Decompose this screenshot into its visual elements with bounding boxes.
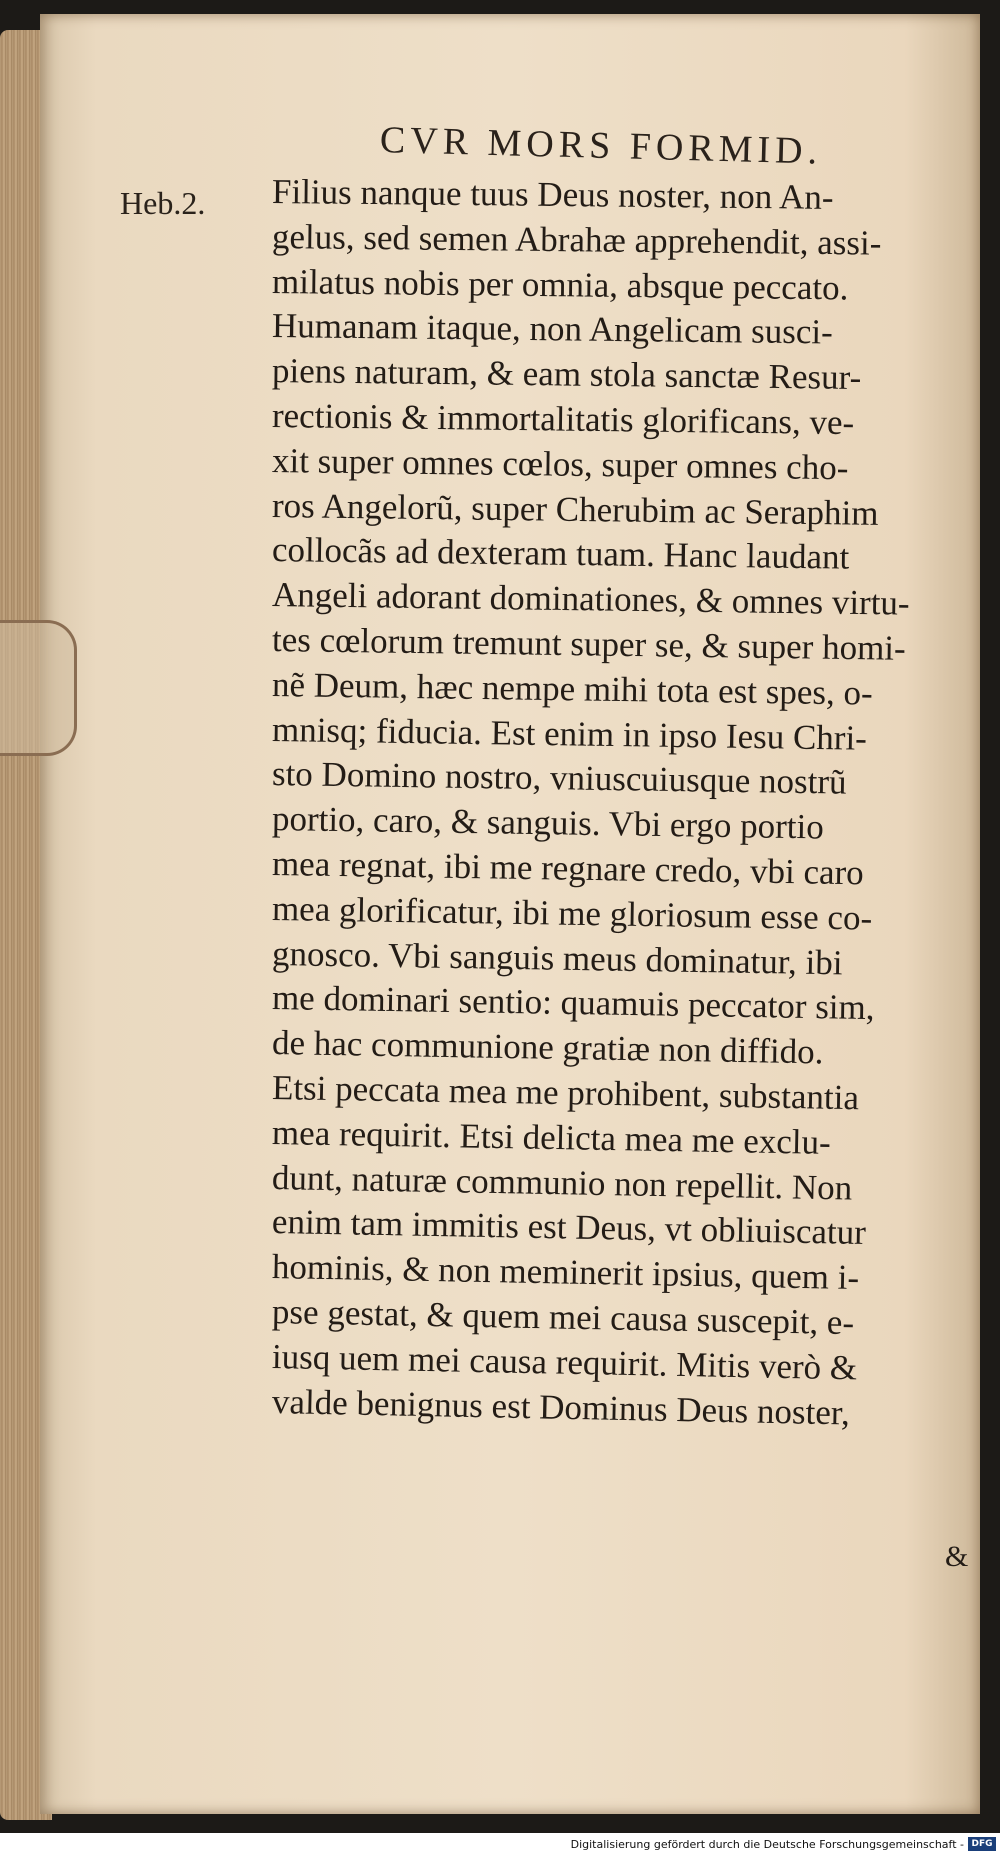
- text-line: Filius nanque tuus Deus noster, non An-: [271, 172, 834, 217]
- text-line: dunt, naturæ communio non repellit. Non: [271, 1157, 853, 1208]
- footer-bar: [0, 1833, 1000, 1853]
- book-clasp: [0, 620, 77, 756]
- text-line: valde benignus est Dominus Deus noster,: [271, 1381, 851, 1433]
- text-line: rectionis & immortalitatis glorificans, ve-: [271, 395, 855, 443]
- text-line: xit super omnes cœlos, super omnes cho-: [271, 440, 849, 488]
- catchword: &: [945, 1540, 969, 1573]
- body-text: [271, 170, 972, 1433]
- text-line: mea glorificatur, ibi me gloriosum esse co-: [271, 888, 873, 938]
- running-title: CVR MORS FORMID.: [379, 119, 823, 173]
- text-line: ros Angelorũ, super Cherubim ac Seraphim: [271, 485, 879, 533]
- dfg-logo: DFG: [968, 1837, 996, 1851]
- text-line: enim tam immitis est Deus, vt obliuiscatur: [271, 1202, 867, 1253]
- footer-credit: Digitalisierung gefördert durch die Deutsche Forschungsgemeinschaft -: [570, 1838, 964, 1851]
- text-line: nẽ Deum, hæc nempe mihi tota est spes, o-: [271, 664, 873, 713]
- text-line: mea regnat, ibi me regnare credo, vbi caro: [271, 843, 865, 893]
- text-line: portio, caro, & sanguis. Vbi ergo portio: [271, 799, 825, 847]
- margin-note: Heb.2.: [120, 185, 206, 221]
- text-line: gelus, sed semen Abrahæ apprehendit, assi-: [271, 216, 882, 263]
- text-line: Angeli adorant dominationes, & omnes virtu-: [271, 575, 910, 623]
- text-line: collocãs ad dexteram tuam. Hanc laudant: [271, 530, 850, 578]
- text-line: mnisq; fiducia. Est enim in ipso Iesu Chri-: [271, 709, 868, 758]
- text-line: gnosco. Vbi sanguis meus dominatur, ibi: [271, 933, 843, 982]
- text-line: mea requirit. Etsi delicta mea me exclu-: [271, 1112, 832, 1162]
- text-line: me dominari sentio: quamuis peccator sim,: [271, 978, 875, 1028]
- text-line: tes cœlorum tremunt super se, & super homi-: [271, 619, 906, 668]
- text-line: Humanam itaque, non Angelicam susci-: [271, 306, 834, 352]
- text-line: de hac communione gratiæ non diffido.: [271, 1023, 824, 1072]
- text-line: Etsi peccata mea me prohibent, substantia: [271, 1067, 860, 1118]
- text-line: iusq uem mei causa requirit. Mitis verò &: [271, 1336, 858, 1388]
- text-line: milatus nobis per omnia, absque peccato.: [271, 261, 849, 308]
- text-line: pse gestat, & quem mei causa suscepit, e-: [271, 1291, 855, 1343]
- text-line: sto Domino nostro, vniuscuiusque nostrũ: [271, 754, 847, 802]
- text-line: piens naturam, & eam stola sanctæ Resur-: [271, 351, 862, 398]
- text-line: hominis, & non meminerit ipsius, quem i-: [271, 1247, 860, 1298]
